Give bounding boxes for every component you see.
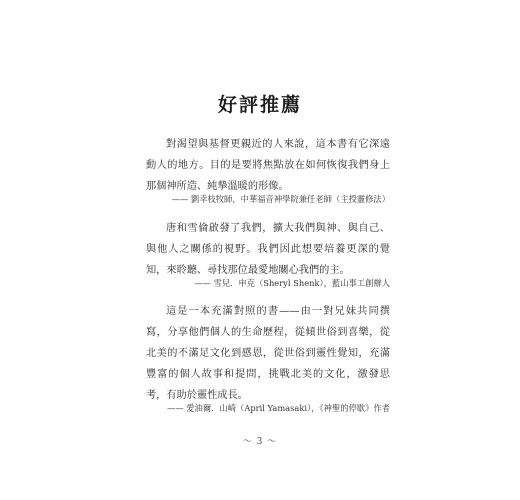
endorsement-attribution-1: —— 劉幸枝牧師，中華福音神學院兼任老師（主授靈修法） <box>171 194 390 204</box>
endorsement-attribution-3: —— 愛油爾．山崎（April Yamasaki），《神聖的停歇》作者 <box>167 403 390 413</box>
page-title: 好評推薦 <box>217 94 302 116</box>
endorsement-text-2: 唐和雪倫啟發了我們，擴大我們與神、與自己、與他人之關係的視野。我們因此想要培養更深的覺知，來聆聽、尋找那位最愛地關心我們的主。 <box>146 223 390 276</box>
page-number: ～ 3 ～ <box>242 437 278 447</box>
endorsement-text-1: 對渴望與基督更親近的人來說，這本書有它深遠動人的地方。目的是要將焦點放在如何恢復我們身上那個神所造、純摯溫暖的形像。 <box>146 139 390 192</box>
endorsement-text-3: 這是一本充滿對照的書——由一對兄妹共同撰寫，分享他們個人的生命歷程，從傾世俗到喜樂，從北美的不滿足文化到感恩，從世俗到靈性覺知，充滿豐富的個人故事和提問，挑戰北美的文化，激發思考，有助於靈性成長。 <box>146 306 390 401</box>
endorsement-attribution-2: —— 雪兒．申克（Sheryl Shenk），藍山事工創辦人 <box>194 278 390 288</box>
